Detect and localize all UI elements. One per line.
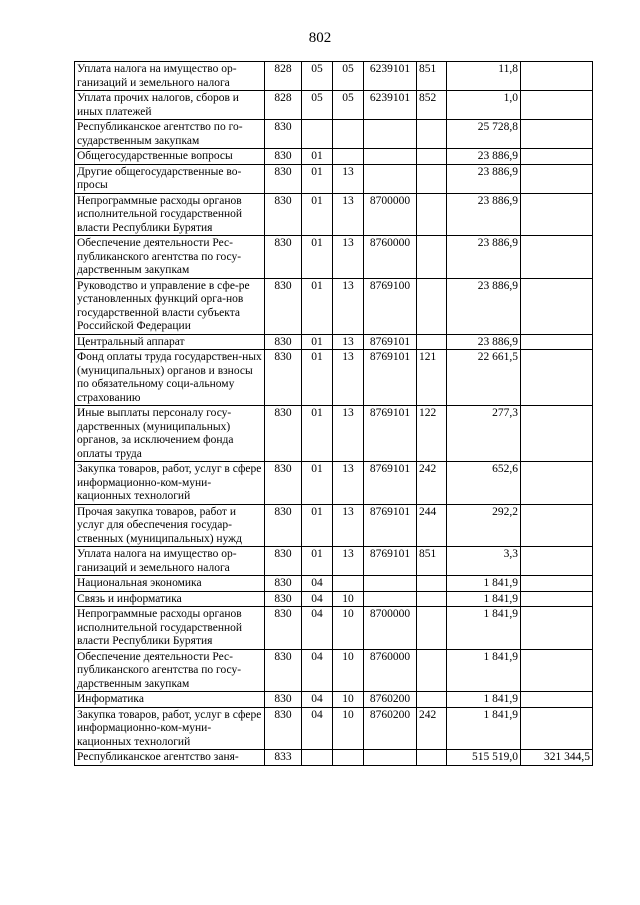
target-article-code: 8769101	[364, 334, 417, 350]
expense-type-code: 244	[417, 504, 447, 547]
grbs-code: 830	[265, 504, 302, 547]
table-row	[75, 707, 593, 750]
expense-type-code: 121	[417, 350, 447, 406]
grbs-code: 830	[265, 350, 302, 406]
row-name: Иные выплаты персоналу госу-дарственных (муниципальных) органов, за исключением фонда оплаты труда	[75, 406, 265, 462]
grbs-code: 830	[265, 707, 302, 750]
subsection-code: 13	[333, 164, 364, 193]
amount-2	[521, 91, 593, 120]
grbs-code: 830	[265, 149, 302, 165]
amount-2	[521, 462, 593, 505]
subsection-code: 13	[333, 278, 364, 334]
table-row	[75, 193, 593, 236]
target-article-code	[364, 576, 417, 592]
target-article-code: 8760200	[364, 692, 417, 708]
amount-2	[521, 120, 593, 149]
grbs-code: 830	[265, 164, 302, 193]
row-name: Уплата налога на имущество ор-ганизаций и земельного налога	[75, 547, 265, 576]
expense-type-code	[417, 649, 447, 692]
amount-2	[521, 193, 593, 236]
subsection-code: 13	[333, 504, 364, 547]
expense-type-code	[417, 591, 447, 607]
amount-2	[521, 591, 593, 607]
amount-2	[521, 350, 593, 406]
table-row	[75, 462, 593, 505]
amount-2	[521, 707, 593, 750]
amount-2	[521, 649, 593, 692]
target-article-code	[364, 149, 417, 165]
target-article-code: 8769101	[364, 547, 417, 576]
table-row	[75, 91, 593, 120]
amount-1: 1 841,9	[447, 692, 521, 708]
target-article-code: 8760200	[364, 707, 417, 750]
table-row	[75, 278, 593, 334]
target-article-code: 6239101	[364, 62, 417, 91]
target-article-code: 8769101	[364, 406, 417, 462]
table-row	[75, 350, 593, 406]
row-name: Другие общегосударственные во-просы	[75, 164, 265, 193]
grbs-code: 830	[265, 591, 302, 607]
table-row	[75, 62, 593, 91]
amount-2	[521, 547, 593, 576]
target-article-code	[364, 591, 417, 607]
table-row	[75, 692, 593, 708]
grbs-code: 830	[265, 193, 302, 236]
grbs-code: 830	[265, 406, 302, 462]
target-article-code: 8700000	[364, 193, 417, 236]
budget-table	[74, 61, 593, 766]
section-code: 01	[302, 278, 333, 334]
subsection-code: 13	[333, 350, 364, 406]
subsection-code	[333, 750, 364, 766]
table-row	[75, 120, 593, 149]
amount-1: 23 886,9	[447, 193, 521, 236]
section-code: 01	[302, 547, 333, 576]
amount-2	[521, 62, 593, 91]
amount-1: 277,3	[447, 406, 521, 462]
table-body	[75, 62, 593, 766]
expense-type-code: 242	[417, 462, 447, 505]
subsection-code: 13	[333, 193, 364, 236]
row-name: Республиканское агентство заня-	[75, 750, 265, 766]
section-code: 04	[302, 607, 333, 650]
section-code: 04	[302, 649, 333, 692]
amount-2	[521, 504, 593, 547]
expense-type-code	[417, 164, 447, 193]
row-name: Фонд оплаты труда государствен-ных (муниципальных) органов и взносы по обязательному соци-альному страхованию	[75, 350, 265, 406]
table-row	[75, 334, 593, 350]
target-article-code: 8769101	[364, 350, 417, 406]
row-name: Закупка товаров, работ, услуг в сфере информационно-ком-муни-кационных технологий	[75, 707, 265, 750]
row-name: Уплата прочих налогов, сборов и иных платежей	[75, 91, 265, 120]
grbs-code: 828	[265, 62, 302, 91]
row-name: Центральный аппарат	[75, 334, 265, 350]
section-code: 04	[302, 591, 333, 607]
section-code: 01	[302, 164, 333, 193]
table-row	[75, 750, 593, 766]
amount-1: 25 728,8	[447, 120, 521, 149]
expense-type-code	[417, 193, 447, 236]
amount-1: 22 661,5	[447, 350, 521, 406]
table-row	[75, 504, 593, 547]
grbs-code: 830	[265, 120, 302, 149]
target-article-code	[364, 750, 417, 766]
subsection-code: 13	[333, 236, 364, 279]
subsection-code: 10	[333, 649, 364, 692]
expense-type-code: 122	[417, 406, 447, 462]
grbs-code: 830	[265, 236, 302, 279]
subsection-code: 13	[333, 462, 364, 505]
amount-2	[521, 236, 593, 279]
target-article-code: 8769101	[364, 504, 417, 547]
expense-type-code	[417, 278, 447, 334]
row-name: Прочая закупка товаров, работ и услуг для обеспечения государ-ственных (муниципальных) нужд	[75, 504, 265, 547]
subsection-code: 05	[333, 91, 364, 120]
amount-1: 11,8	[447, 62, 521, 91]
section-code: 04	[302, 707, 333, 750]
amount-1: 23 886,9	[447, 236, 521, 279]
row-name: Обеспечение деятельности Рес-публиканского агентства по госу-дарственным закупкам	[75, 236, 265, 279]
row-name: Связь и информатика	[75, 591, 265, 607]
amount-1: 292,2	[447, 504, 521, 547]
amount-1: 1,0	[447, 91, 521, 120]
amount-2	[521, 607, 593, 650]
target-article-code: 8769100	[364, 278, 417, 334]
expense-type-code: 852	[417, 91, 447, 120]
expense-type-code	[417, 149, 447, 165]
target-article-code: 8700000	[364, 607, 417, 650]
expense-type-code	[417, 120, 447, 149]
amount-1: 3,3	[447, 547, 521, 576]
expense-type-code	[417, 576, 447, 592]
target-article-code: 8760000	[364, 649, 417, 692]
row-name: Непрограммные расходы органов исполнительной государственной власти Республики Бурятия	[75, 607, 265, 650]
target-article-code: 6239101	[364, 91, 417, 120]
amount-2	[521, 149, 593, 165]
section-code: 01	[302, 350, 333, 406]
grbs-code: 830	[265, 462, 302, 505]
row-name: Закупка товаров, работ, услуг в сфере информационно-ком-муни-кационных технологий	[75, 462, 265, 505]
amount-1: 23 886,9	[447, 278, 521, 334]
target-article-code	[364, 164, 417, 193]
grbs-code: 830	[265, 547, 302, 576]
subsection-code	[333, 576, 364, 592]
amount-1: 1 841,9	[447, 649, 521, 692]
expense-type-code: 851	[417, 62, 447, 91]
section-code: 04	[302, 576, 333, 592]
expense-type-code	[417, 692, 447, 708]
table-row	[75, 236, 593, 279]
subsection-code: 10	[333, 591, 364, 607]
grbs-code: 830	[265, 278, 302, 334]
table-row	[75, 547, 593, 576]
section-code: 01	[302, 334, 333, 350]
section-code	[302, 120, 333, 149]
grbs-code: 830	[265, 334, 302, 350]
amount-1: 23 886,9	[447, 164, 521, 193]
amount-1: 1 841,9	[447, 707, 521, 750]
amount-1: 23 886,9	[447, 334, 521, 350]
expense-type-code	[417, 607, 447, 650]
amount-1: 1 841,9	[447, 576, 521, 592]
section-code: 01	[302, 193, 333, 236]
grbs-code: 830	[265, 576, 302, 592]
amount-2	[521, 334, 593, 350]
amount-2	[521, 692, 593, 708]
subsection-code	[333, 149, 364, 165]
row-name: Республиканское агентство по го-сударственным закупкам	[75, 120, 265, 149]
page-number: 802	[308, 30, 332, 46]
amount-1: 1 841,9	[447, 607, 521, 650]
grbs-code: 830	[265, 649, 302, 692]
row-name: Уплата налога на имущество ор-ганизаций и земельного налога	[75, 62, 265, 91]
target-article-code: 8769101	[364, 462, 417, 505]
section-code: 01	[302, 504, 333, 547]
amount-1: 515 519,0	[447, 750, 521, 766]
subsection-code: 13	[333, 547, 364, 576]
row-name: Национальная экономика	[75, 576, 265, 592]
amount-1: 23 886,9	[447, 149, 521, 165]
subsection-code: 10	[333, 692, 364, 708]
amount-1: 652,6	[447, 462, 521, 505]
amount-2	[521, 164, 593, 193]
table-row	[75, 576, 593, 592]
expense-type-code: 242	[417, 707, 447, 750]
table-row	[75, 164, 593, 193]
section-code: 05	[302, 62, 333, 91]
table-row	[75, 649, 593, 692]
section-code: 01	[302, 236, 333, 279]
subsection-code	[333, 120, 364, 149]
grbs-code: 828	[265, 91, 302, 120]
subsection-code: 10	[333, 607, 364, 650]
grbs-code: 830	[265, 692, 302, 708]
expense-type-code	[417, 334, 447, 350]
section-code: 01	[302, 406, 333, 462]
amount-2	[521, 278, 593, 334]
subsection-code: 05	[333, 62, 364, 91]
expense-type-code	[417, 236, 447, 279]
row-name: Информатика	[75, 692, 265, 708]
section-code: 05	[302, 91, 333, 120]
expense-type-code: 851	[417, 547, 447, 576]
target-article-code	[364, 120, 417, 149]
table-row	[75, 149, 593, 165]
section-code	[302, 750, 333, 766]
subsection-code: 13	[333, 334, 364, 350]
row-name: Руководство и управление в сфе-ре установленных функций орга-нов государственной власти субъекта Российской Федерации	[75, 278, 265, 334]
subsection-code: 13	[333, 406, 364, 462]
grbs-code: 833	[265, 750, 302, 766]
amount-2	[521, 406, 593, 462]
row-name: Обеспечение деятельности Рес-публиканского агентства по госу-дарственным закупкам	[75, 649, 265, 692]
table-row	[75, 591, 593, 607]
target-article-code: 8760000	[364, 236, 417, 279]
expense-type-code	[417, 750, 447, 766]
section-code: 01	[302, 149, 333, 165]
grbs-code: 830	[265, 607, 302, 650]
amount-2: 321 344,5	[521, 750, 593, 766]
amount-2	[521, 576, 593, 592]
table-row	[75, 406, 593, 462]
row-name: Непрограммные расходы органов исполнительной государственной власти Республики Бурятия	[75, 193, 265, 236]
section-code: 04	[302, 692, 333, 708]
section-code: 01	[302, 462, 333, 505]
row-name: Общегосударственные вопросы	[75, 149, 265, 165]
table-row	[75, 607, 593, 650]
amount-1: 1 841,9	[447, 591, 521, 607]
subsection-code: 10	[333, 707, 364, 750]
